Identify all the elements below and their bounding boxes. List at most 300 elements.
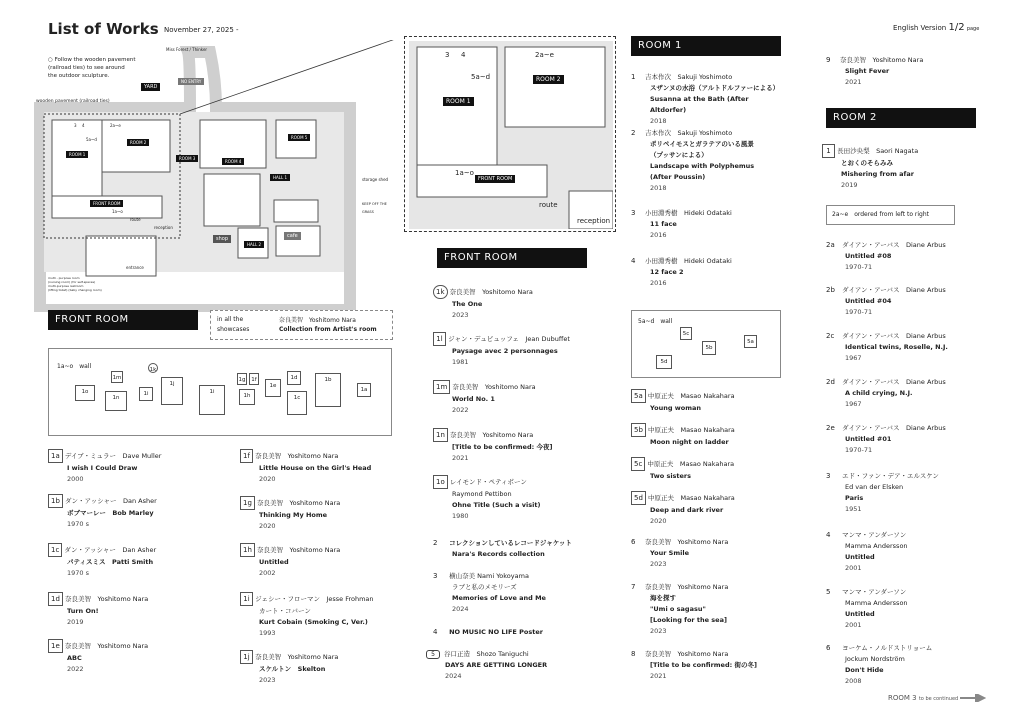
item-year: 2001 — [845, 564, 862, 572]
item-year: 1970 s — [67, 520, 89, 528]
showcase-artist: 奈良美智 Yoshitomo Nara — [279, 317, 356, 324]
item-year: 2000 — [67, 475, 84, 483]
wall-work: 1o — [75, 385, 95, 401]
item-title: NO MUSIC NO LIFE Poster — [449, 628, 543, 636]
room1-item — [631, 423, 781, 448]
entrance-label: entrance — [126, 265, 144, 270]
zoom-number: 1a~o — [455, 169, 474, 177]
zoom-room2-label: ROOM 2 — [533, 75, 564, 84]
item-title: 12 face 2 — [650, 268, 684, 276]
item-title: Don't Hide — [845, 666, 884, 674]
map-note: ○ Follow the wooden pavement (railroad ties) to see around the outdoor sculpture. — [48, 57, 136, 79]
item-year: 2022 — [452, 406, 469, 414]
front-room-header-2: FRONT ROOM — [437, 248, 587, 268]
front-item — [433, 428, 613, 464]
restroom-line: multi - purpose room — [48, 276, 80, 280]
item-artist: ダン・アッシャー Dan Asher — [64, 546, 157, 554]
restroom-label — [48, 276, 102, 292]
map-note-line: (railroad ties) to see around — [48, 65, 125, 71]
item-number: 4 — [631, 257, 636, 265]
item-year: 1993 — [259, 629, 276, 637]
item-title: 11 face — [650, 220, 677, 228]
item-title: Untitled — [259, 558, 289, 566]
item-title: Deep and dark river — [650, 506, 724, 514]
front-item — [240, 543, 420, 579]
item-number: 2e — [826, 424, 835, 432]
room1-wall-diagram — [631, 310, 781, 378]
room2-item — [826, 530, 976, 574]
item-subtitle: Mamma Andersson — [845, 542, 908, 550]
item-title: Turn On! — [67, 607, 99, 615]
room1-item — [826, 55, 976, 88]
zoom-number: 2a~e — [535, 51, 554, 59]
zoom-route-label: route — [539, 201, 558, 209]
item-number: 1o — [433, 475, 448, 489]
room2-item — [826, 331, 976, 364]
wall-work: 5c — [680, 327, 692, 340]
item-title: I wish I Could Draw — [67, 464, 138, 472]
item-number: 2b — [826, 286, 835, 294]
item-number: 1e — [48, 639, 63, 653]
item-artist: マンマ・アンダーソン — [842, 531, 907, 539]
wall-work: 1n — [105, 391, 127, 411]
front-item — [433, 332, 613, 368]
map-number: 3 — [74, 123, 77, 128]
item-title: Ohne Title (Such a visit) — [452, 501, 541, 509]
item-number: 4 — [826, 531, 831, 539]
item-title: Young woman — [650, 404, 702, 412]
item-number: 2a — [826, 241, 835, 249]
item-subtitle: ラブと私のメモリーズ — [452, 583, 517, 591]
item-number: 2c — [826, 332, 835, 340]
item-title: Susanna at the Bath (After Altdorfer) — [650, 95, 749, 114]
item-subtitle: （プッサンによる） — [650, 151, 708, 159]
zoom-number: 4 — [461, 51, 466, 59]
room1-map-label: ROOM 1 — [66, 151, 88, 158]
room1-item — [631, 128, 781, 194]
front-room-header: FRONT ROOM — [48, 310, 198, 330]
zoom-number: 3 — [445, 51, 450, 59]
room1-item — [631, 389, 781, 414]
showcase-note — [210, 310, 393, 340]
showcase-label — [217, 315, 249, 335]
pavement-label: wooden pavement (railroad ties) — [36, 99, 110, 104]
front-item — [433, 538, 613, 560]
wall-work: 1h — [239, 389, 255, 405]
item-number: 5a — [631, 389, 646, 403]
footer-continued: to be continued — [918, 696, 959, 702]
item-title: DAYS ARE GETTING LONGER — [445, 661, 548, 669]
item-artist: 奈良美智 Yoshitomo Nara — [645, 650, 729, 658]
item-number: 1d — [48, 592, 63, 606]
wall-work: 1g — [237, 373, 247, 385]
item-number: 5d — [631, 491, 646, 505]
item-number: 2 — [433, 539, 438, 547]
item-number: 1f — [240, 449, 253, 463]
zoom-reception-label: reception — [577, 217, 611, 225]
room1-item — [631, 491, 781, 527]
map-note-line: the outdoor sculpture. — [48, 73, 110, 79]
item-title: The One — [452, 300, 483, 308]
map-number: 5a~d — [86, 137, 97, 142]
front-item — [48, 592, 228, 628]
item-number: 1h — [240, 543, 255, 557]
front-item — [433, 627, 613, 638]
item-subtitle: カート・コバーン — [259, 607, 311, 615]
front-item — [48, 543, 228, 579]
item-artist: 奈良美智 Yoshitomo Nara — [256, 546, 341, 554]
item-year: 2008 — [845, 677, 862, 685]
room1-item — [631, 72, 781, 127]
wall-work: 1m — [111, 371, 123, 383]
item-artist: 中原正夫 Masao Nakahara — [647, 426, 735, 434]
wall-work: 1i — [199, 385, 225, 415]
footer-room3: ROOM 3 — [888, 694, 917, 702]
item-year: 2022 — [67, 665, 84, 673]
wall-work: 1e — [265, 379, 281, 397]
item-title: [Looking for the sea] — [650, 616, 727, 624]
item-year: 2024 — [452, 605, 469, 613]
item-year: 2001 — [845, 621, 862, 629]
item-number: 2d — [826, 378, 835, 386]
item-number: 6 — [826, 644, 831, 652]
room1-item — [631, 537, 781, 570]
item-number: 1k — [433, 285, 448, 299]
date-range: November 27, 2025 - — [164, 26, 239, 34]
item-artist: 中原正夫 Masao Nakahara — [647, 392, 735, 400]
item-number: 1b — [48, 494, 63, 508]
item-number: 4 — [433, 628, 438, 636]
page-number: 1/2 — [948, 22, 965, 33]
item-subtitle: Mamma Andersson — [845, 599, 908, 607]
room2-header: ROOM 2 — [826, 108, 976, 128]
item-year: 1980 — [452, 512, 469, 520]
wall-work: 1c — [287, 391, 307, 415]
version-label: English Version — [893, 24, 947, 32]
item-year: 2021 — [650, 672, 667, 680]
front-item — [433, 475, 613, 522]
item-title: (After Poussin) — [650, 173, 706, 181]
forest-label: Miss Forest / Thinker — [166, 47, 208, 52]
cafe-label: cafe — [284, 232, 301, 240]
item-number: 1j — [240, 650, 253, 664]
version-indicator — [893, 22, 979, 33]
item-year: 2021 — [452, 454, 469, 462]
item-year: 1951 — [845, 505, 862, 513]
item-year: 1970-71 — [845, 308, 873, 316]
item-title: ボブマーレー Bob Marley — [67, 509, 154, 517]
room1-item — [631, 582, 781, 637]
item-title: Your Smile — [650, 549, 689, 557]
item-artist: 奈良美智 Yoshitomo Nara — [255, 452, 339, 460]
front-item — [426, 649, 606, 682]
zoom-number: 5a~d — [471, 73, 491, 81]
room2-item — [826, 423, 976, 456]
item-artist: ダン・アッシャー Dan Asher — [64, 497, 157, 505]
item-artist: ダイアン・アーバス Diane Arbus — [842, 286, 946, 294]
room2-item — [826, 471, 976, 515]
front-item — [240, 592, 420, 639]
item-title: Two sisters — [650, 472, 692, 480]
room1-header: ROOM 1 — [631, 36, 781, 56]
item-number: 1c — [48, 543, 62, 557]
map-number: 2a~e — [110, 123, 121, 128]
room2-map-label: ROOM 2 — [127, 139, 149, 146]
wall-work: 1b — [315, 373, 341, 407]
item-title: Kurt Cobain (Smoking C, Ver.) — [259, 618, 368, 626]
item-title: Untitled — [845, 610, 875, 618]
front-item — [48, 639, 228, 675]
item-artist: 中原正夫 Masao Nakahara — [647, 494, 735, 502]
restroom-line: (nursing room) (for self-spaces) — [48, 280, 96, 284]
item-year: 1970-71 — [845, 446, 873, 454]
item-year: 2023 — [650, 560, 667, 568]
site-map — [30, 40, 402, 312]
room2-item — [822, 144, 972, 191]
item-artist: 谷口正造 Shozo Taniguchi — [444, 650, 529, 658]
showcase-label-line: showcases — [217, 326, 250, 333]
item-title: [Title to be confirmed: 今夜] — [452, 443, 553, 451]
item-title: "Umi o sagasu" — [650, 605, 706, 613]
item-title: Paris — [845, 494, 864, 502]
room1-item — [631, 256, 781, 289]
room1-item — [631, 457, 781, 482]
wall-work: 1k — [148, 363, 158, 373]
item-title: ABC — [67, 654, 82, 662]
route-label: route — [130, 217, 141, 222]
item-number: 3 — [433, 572, 438, 580]
item-year: 2023 — [259, 676, 276, 684]
item-subtitle: Ed van der Elsken — [845, 483, 904, 491]
item-subtitle: ポリペイモスとガラテアのいる風景 — [650, 140, 754, 148]
item-artist: マンマ・アンダーソン — [842, 588, 907, 596]
wall-work: 1i — [139, 387, 153, 401]
front-item — [433, 380, 613, 416]
front-item — [240, 650, 420, 686]
item-subtitle: 海を探す — [650, 594, 676, 602]
zoomed-map-plan — [409, 41, 613, 229]
room2-item — [826, 240, 976, 273]
item-artist: 小田淵秀樹 Hideki Odataki — [645, 209, 732, 217]
page-title: List of Works — [48, 20, 159, 38]
item-title: Thinking My Home — [259, 511, 328, 519]
item-year: 2020 — [259, 475, 276, 483]
item-number: 6 — [631, 538, 636, 546]
front-item — [48, 449, 228, 485]
item-year: 2018 — [650, 184, 667, 192]
item-title: Untitled #01 — [845, 435, 892, 443]
item-number: 5 — [826, 588, 831, 596]
item-artist: 吉本作次 Sakuji Yoshimoto — [645, 129, 733, 137]
room2-item — [826, 377, 976, 410]
item-artist: ジャン・デュビュッフェ Jean Dubuffet — [448, 335, 570, 343]
item-number: 1n — [433, 428, 448, 442]
item-year: 1981 — [452, 358, 469, 366]
item-title: Untitled — [845, 553, 875, 561]
item-number: 5c — [631, 457, 645, 471]
wall-work: 5b — [702, 341, 716, 355]
restroom-line: (lifting toilet) (baby changing room) — [48, 288, 102, 292]
item-year: 1967 — [845, 400, 862, 408]
item-year: 1967 — [845, 354, 862, 362]
room2-item — [826, 643, 976, 687]
no-entry-label: NO ENTRY — [178, 78, 204, 85]
item-number: 3 — [631, 209, 636, 217]
item-year: 2019 — [841, 181, 858, 189]
item-artist: エド・ファン・デア・エルスケン — [842, 472, 939, 480]
front-item — [240, 496, 420, 532]
item-year: 1970 s — [67, 569, 89, 577]
wall-work: 1a — [357, 383, 371, 397]
item-number: 8 — [631, 650, 636, 658]
item-year: 2023 — [452, 311, 469, 319]
item-artist: デイブ・ミュラー Dave Muller — [64, 452, 162, 460]
item-artist: ジェシー・フローマン Jesse Frohman — [255, 595, 374, 603]
item-year: 1970-71 — [845, 263, 873, 271]
item-subtitle: とおくのそらみみ — [841, 159, 893, 167]
item-artist: 奈良美智 Yoshitomo Nara — [840, 56, 924, 64]
item-year: 2020 — [259, 522, 276, 530]
outdoor-sign-icon: 5 — [426, 650, 440, 659]
showcase-title: Collection from Artist's room — [279, 326, 377, 333]
item-title: Little House on the Girl's Head — [259, 464, 372, 472]
item-subtitle: Nara's Records collection — [452, 550, 545, 558]
zoom-room1-label: ROOM 1 — [443, 97, 474, 106]
wall-label: 5a~d wall — [638, 318, 673, 325]
room2-item — [826, 285, 976, 318]
item-artist: 奈良美智 Yoshitomo Nara — [255, 653, 339, 661]
item-artist: 中原正夫 Masao Nakahara — [647, 460, 735, 468]
room3-map-label: ROOM 3 — [176, 155, 198, 162]
item-title: Slight Fever — [845, 67, 890, 75]
item-number: 2 — [631, 129, 636, 137]
item-artist: 奈良美智 Yoshitomo Nara — [645, 538, 729, 546]
wall-work: 5a — [744, 335, 757, 348]
item-year: 2002 — [259, 569, 276, 577]
item-year: 2021 — [845, 78, 862, 86]
item-year: 2016 — [650, 231, 667, 239]
footer-continue[interactable] — [888, 694, 986, 702]
front-room-wall-diagram — [48, 348, 392, 436]
item-year: 2018 — [650, 117, 667, 125]
front-item — [433, 571, 613, 615]
item-subtitle: スザンヌの水浴（アルトドルファーによる） — [650, 84, 780, 92]
item-artist: 奈良美智 Yoshitomo Nara — [256, 499, 341, 507]
shop-label: shop — [213, 235, 231, 243]
item-title: Paysage avec 2 personnages — [452, 347, 558, 355]
map-number: 1a~o — [112, 209, 123, 214]
item-artist: 奈良美智 Yoshitomo Nara — [64, 595, 149, 603]
hall2-map-label: HALL 2 — [244, 241, 264, 248]
showcase-label-line: in all the — [217, 316, 244, 323]
item-number: 9 — [826, 56, 831, 64]
item-title: Untitled #04 — [845, 297, 892, 305]
item-artist: 奈良美智 Yoshitomo Nara — [449, 288, 533, 296]
item-title: Memories of Love and Me — [452, 594, 546, 602]
map-note-line: Follow the wooden pavement — [54, 57, 136, 63]
item-number: 5b — [631, 423, 646, 437]
room4-map-label: ROOM 4 — [222, 158, 244, 165]
item-number: 1a — [48, 449, 63, 463]
item-title: Identical twins, Roselle, N.J. — [845, 343, 948, 351]
page-word: page — [966, 26, 980, 32]
wall-work: 1d — [287, 371, 301, 385]
item-year: 2019 — [67, 618, 84, 626]
item-title: パティスミス Patti Smith — [67, 558, 154, 566]
item-artist: 横山奈美 Nami Yokoyama — [449, 572, 529, 580]
item-title: Untitled #08 — [845, 252, 892, 260]
wall-work: 1f — [249, 373, 259, 385]
order-note: 2a~e ordered from left to right — [826, 205, 955, 225]
item-artist: ダイアン・アーバス Diane Arbus — [842, 241, 946, 249]
item-title: スケルトン Skelton — [259, 665, 326, 673]
wall-work: 1j — [161, 377, 183, 405]
zoom-front-label: FRONT ROOM — [475, 175, 515, 183]
item-number: 7 — [631, 583, 636, 591]
restroom-line: multi-purpose restroom — [48, 284, 84, 288]
room1-item — [631, 649, 781, 682]
item-year: 2023 — [650, 627, 667, 635]
map-number: 4 — [82, 123, 85, 128]
item-artist: 奈良美智 Yoshitomo Nara — [452, 383, 536, 391]
item-title: A child crying, N.J. — [845, 389, 913, 397]
item-year: 2020 — [650, 517, 667, 525]
item-number: 1m — [433, 380, 450, 394]
item-subtitle: Raymond Pettibon — [452, 490, 512, 498]
item-subtitle: Jockum Nordström — [845, 655, 905, 663]
storage-label: storage shed — [362, 177, 389, 182]
item-title: Moon night on ladder — [650, 438, 729, 446]
item-artist: 小田淵秀樹 Hideki Odataki — [645, 257, 732, 265]
item-artist: ダイアン・アーバス Diane Arbus — [842, 332, 946, 340]
item-number: 1g — [240, 496, 255, 510]
item-year: 2024 — [445, 672, 462, 680]
yard-label: YARD — [141, 83, 160, 91]
item-artist: ダイアン・アーバス Diane Arbus — [842, 424, 946, 432]
item-title: コレクションしているレコードジャケット — [449, 539, 572, 547]
item-artist: ダイアン・アーバス Diane Arbus — [842, 378, 946, 386]
item-artist: 長田沙央梨 Saori Nagata — [837, 147, 919, 155]
item-title: Landscape with Polyphemus — [650, 162, 755, 170]
room5-map-label: ROOM 5 — [288, 134, 310, 141]
wall-label: 1a~o wall — [57, 363, 92, 370]
item-artist: 奈良美智 Yoshitomo Nara — [449, 431, 534, 439]
item-number: 1 — [631, 73, 636, 81]
keep-off-label: KEEP OFF THE GRASS — [362, 202, 387, 214]
item-number: 1l — [433, 332, 446, 346]
item-number: 1 — [822, 144, 835, 158]
item-artist: 奈良美智 Yoshitomo Nara — [64, 642, 149, 650]
site-map-outline — [30, 40, 402, 312]
arrow-right-icon — [960, 694, 986, 702]
front-item — [433, 285, 613, 321]
item-artist: レイモンド・ペティボーン — [449, 478, 527, 486]
room2-item — [826, 587, 976, 631]
item-title: Mishering from afar — [841, 170, 914, 178]
zoomed-map — [404, 36, 616, 232]
hall1-map-label: HALL 1 — [270, 174, 290, 181]
reception-label: reception — [154, 225, 173, 230]
item-artist: 奈良美智 Yoshitomo Nara — [645, 583, 729, 591]
room1-item — [631, 208, 781, 241]
wall-work: 5d — [656, 355, 672, 369]
item-title: World No. 1 — [452, 395, 495, 403]
item-number: 3 — [826, 472, 831, 480]
item-artist: 吉本作次 Sakuji Yoshimoto — [645, 73, 733, 81]
front-item — [240, 449, 420, 485]
item-artist: ヨーケム・ノルドストリョーム — [842, 644, 933, 652]
item-number: 1i — [240, 592, 253, 606]
